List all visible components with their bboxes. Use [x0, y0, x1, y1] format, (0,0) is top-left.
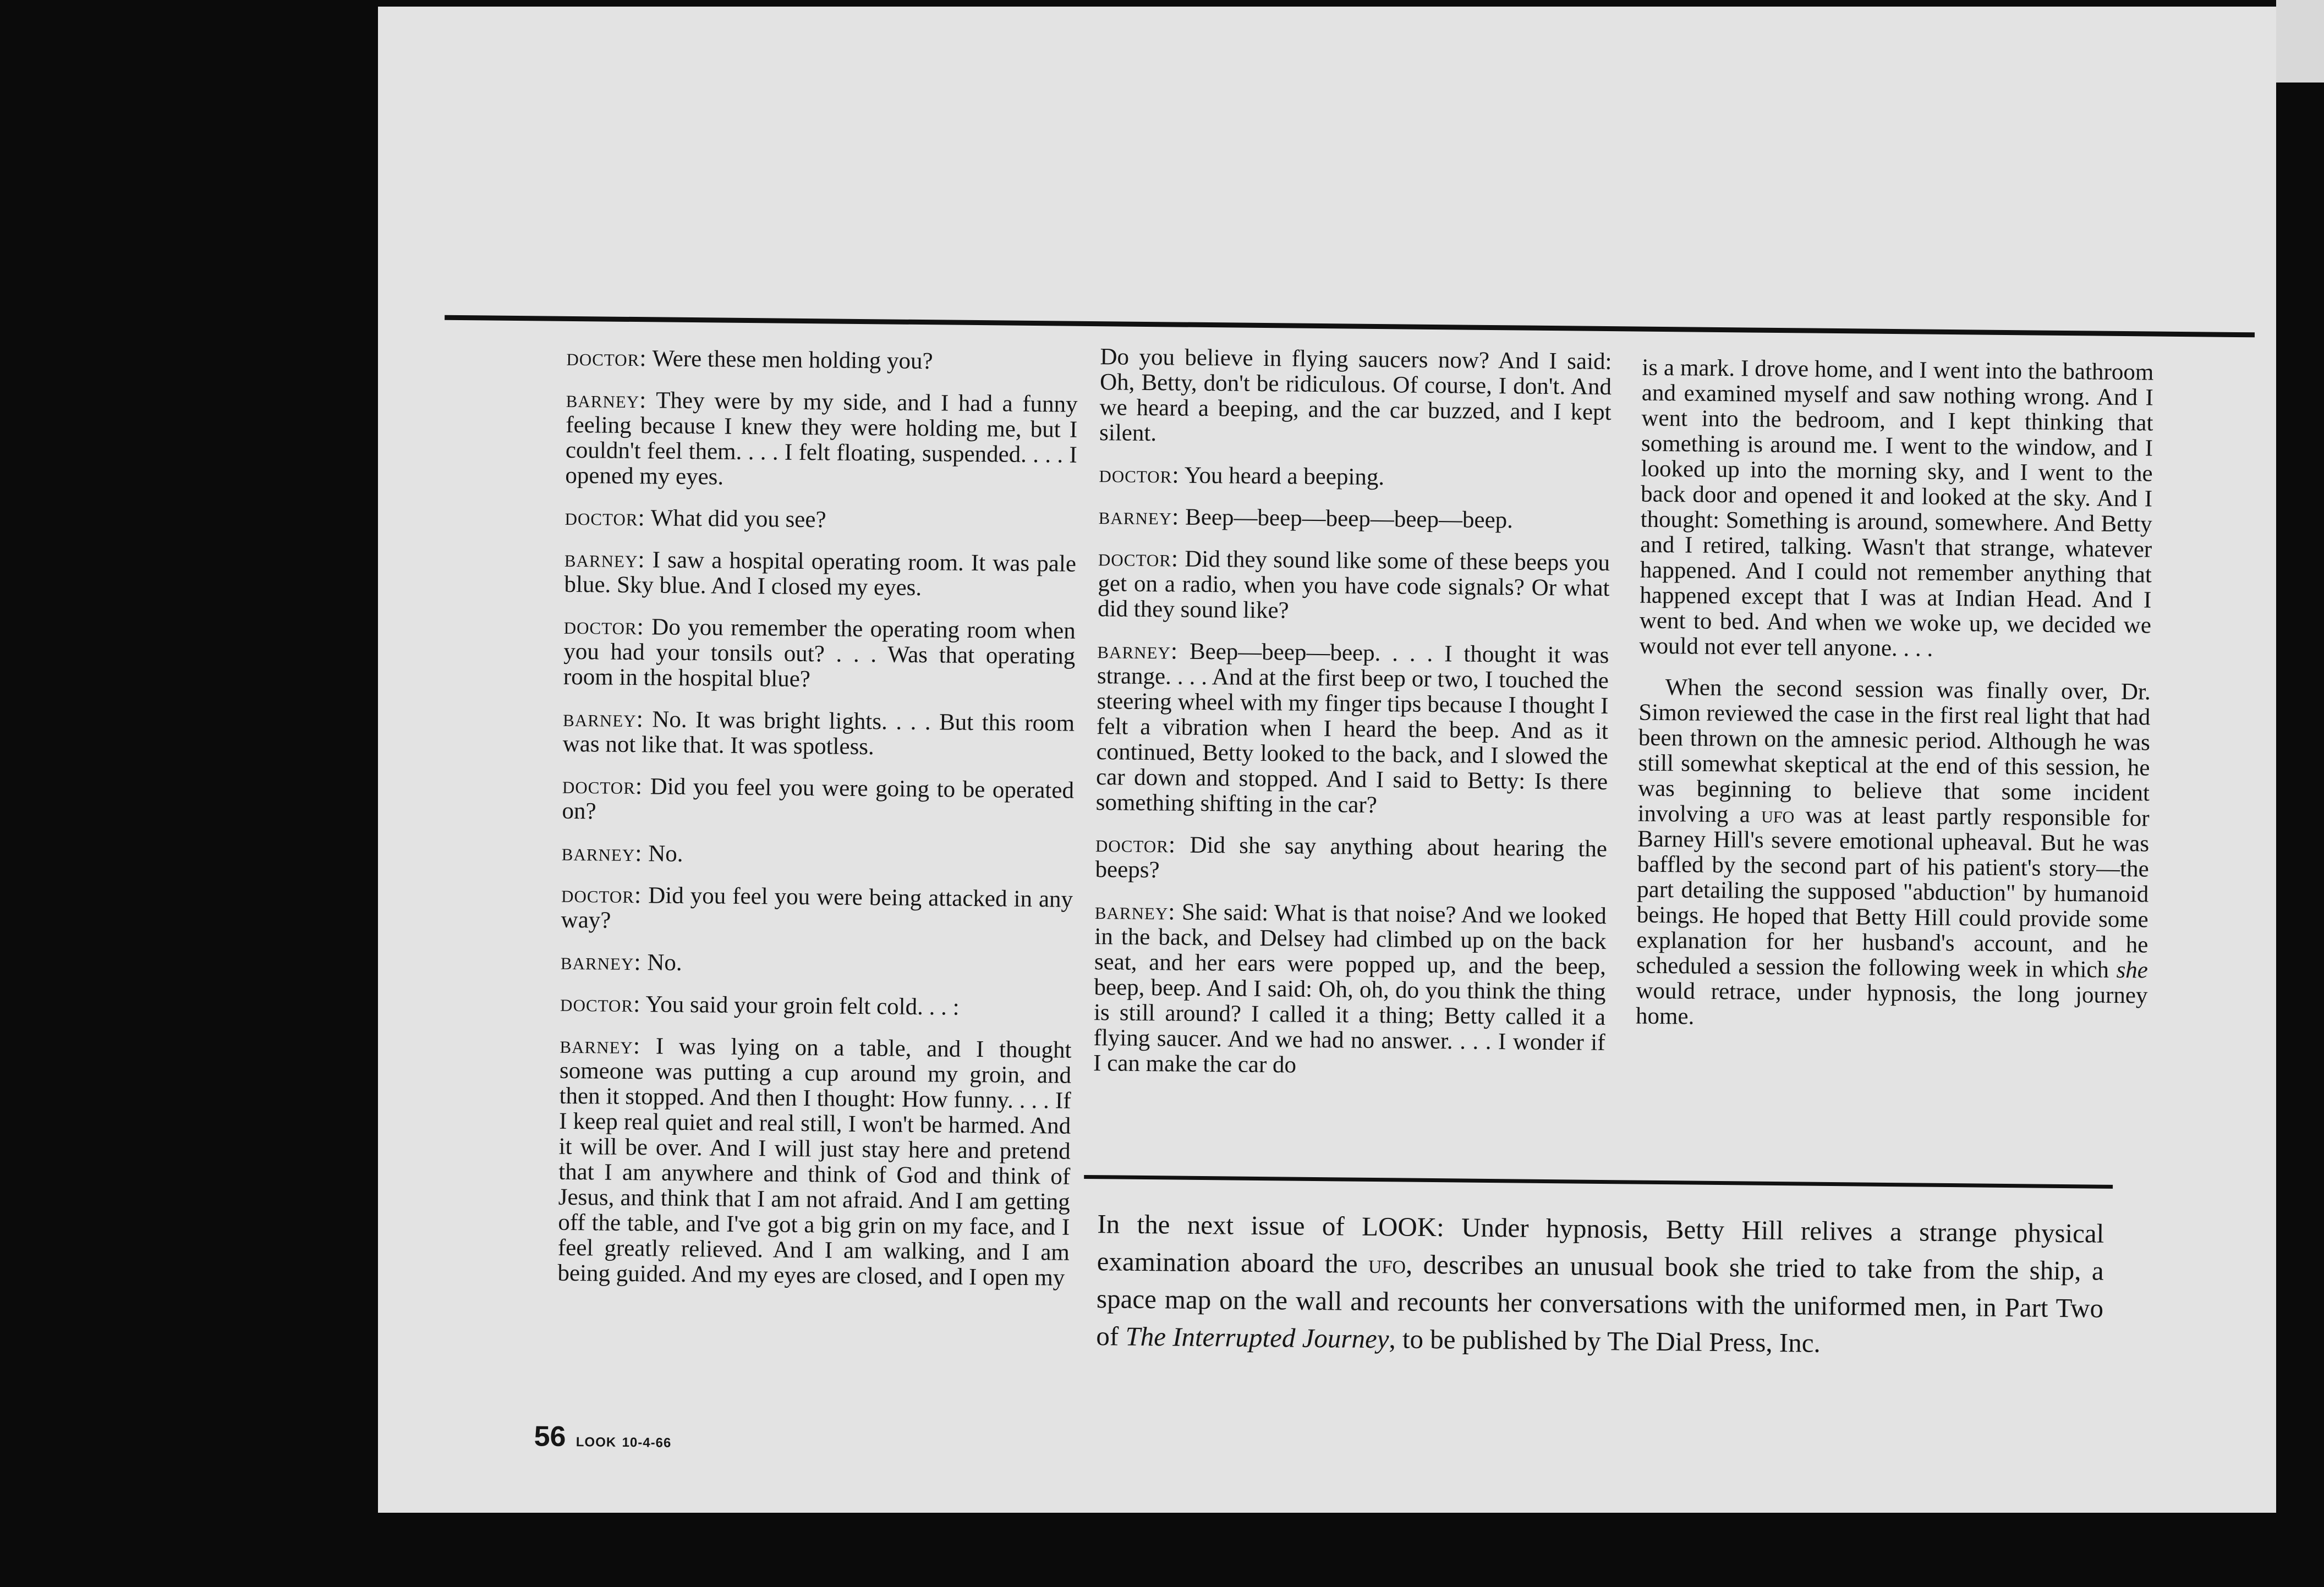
- speaker-label: barney:: [566, 385, 647, 414]
- column-2: [1093, 344, 1612, 1097]
- narrative-paragraph: [1636, 675, 2151, 1034]
- magazine-name: LOOK: [575, 1435, 617, 1450]
- dialogue-text: I saw a hospital operating room. It was pale blue. Sky blue. And I closed my eyes.: [564, 547, 1077, 601]
- dialogue-paragraph: [565, 387, 1078, 493]
- dialogue-text: They were by my side, and I had a funny feeling because I knew they were holding me, but I couldn't feel them. . . . I felt floating, suspended. . . . I opened my eyes.: [565, 387, 1078, 490]
- dialogue-paragraph: [562, 840, 1073, 871]
- dialogue-text: You heard a beeping.: [1184, 462, 1385, 491]
- narrative-ufo: ufo: [1761, 801, 1795, 828]
- speaker-label: doctor:: [561, 880, 642, 909]
- teaser-ufo: ufo: [1368, 1248, 1406, 1280]
- dialogue-text: Do you remember the operating room when you had your tonsils out? . . . Was that operating room in the hospital blue?: [563, 614, 1076, 693]
- narrative-she: she: [2116, 957, 2148, 984]
- dialogue-paragraph: [557, 1033, 1071, 1291]
- speaker-label: barney:: [562, 704, 644, 733]
- dialogue-text: No.: [648, 841, 683, 867]
- speaker-label: barney:: [561, 838, 643, 867]
- column-1: [557, 345, 1078, 1307]
- dialogue-text: Do you believe in flying saucers now? And I said: Oh, Betty, don't be ridiculous. Of course, I don't. And we heard a beeping, and the car buzzed, and I kept silent.: [1099, 344, 1612, 447]
- speaker-label: doctor:: [1095, 830, 1176, 858]
- dialogue-text: She said: What is that noise? And we looked in the back, and Delsey had climbed up on the back seat, and her ears were popped up, and the beep, beep, beep. And I said: Oh, oh, do you think the thing is still around? I called it a thing; Betty called it a flying saucer. And we had no answer. . . . I wonder if I can make the car do: [1093, 899, 1607, 1078]
- issue-date: 10-4-66: [622, 1435, 672, 1451]
- dialogue-text: Beep—beep—beep—beep—beep.: [1185, 504, 1514, 534]
- dialogue-text: No. It was bright lights. . . . But this room was not like that. It was spotless.: [562, 706, 1075, 760]
- speaker-label: doctor:: [563, 612, 645, 640]
- teaser-text: , to be published by The Dial Press, Inc.: [1389, 1324, 1821, 1358]
- speaker-label: doctor:: [1099, 460, 1180, 488]
- speaker-label: barney:: [1094, 897, 1176, 925]
- dialogue-text: Beep—beep—beep. . . . I thought it was strange. . . . And at the first beep or two, I touched the steering wheel with my finger tips because I thought I felt a vibration when I heard the beep. And as it continued, Betty looked to the back, and I slowed the car down and stopped. And I said to Betty: Is there something shifting in the car?: [1095, 638, 1609, 819]
- narrative-text: When the second session was finally over, Dr. Simon reviewed the case in the first real light that had been thrown on the amnesic period. Although he was still somewhat skeptical at the end of this session, he was beginning to believe that some incident involving a: [1637, 674, 2151, 828]
- dialogue-paragraph: [1098, 545, 1610, 627]
- dialogue-paragraph: [562, 706, 1075, 762]
- speaker-label: doctor:: [564, 503, 646, 531]
- dialogue-paragraph: [1099, 344, 1612, 451]
- speaker-label: doctor:: [566, 343, 647, 372]
- teaser-text: In the next issue of LOOK: Under hypnosis, Betty Hill relives a strange physical examination aboard the: [1097, 1209, 2104, 1279]
- dialogue-text: What did you see?: [650, 505, 826, 533]
- dialogue-paragraph: [1099, 503, 1610, 534]
- dialogue-paragraph: [564, 504, 1076, 535]
- dialogue-paragraph: [561, 882, 1073, 938]
- dialogue-text: No.: [647, 949, 682, 976]
- narrative-text: was at least partly responsible for Barney Hill's severe emotional upheaval. But he was baffled by the second part of his patient's story—the part detailing the supposed "abduction" by humanoid beings. He hoped that Betty Hill could provide some explanation for her husband's account, and he scheduled a session the following week in which: [1636, 802, 2150, 983]
- dialogue-text: I was lying on a table, and I thought someone was putting a cup around my groin, and then it stopped. And then I thought: How funny. . . . If I keep real quiet and real still, I won't be harmed. And it will be over. And I will just stay here and pretend that I am anywhere and think of God and think of Jesus, and think that I am not afraid. And I am getting off the table, and I've got a big grin on my face, and I feel greatly relieved. And I am walking, and I am being guided. And my eyes are closed, and I open my: [557, 1033, 1072, 1291]
- speaker-label: doctor:: [1098, 544, 1179, 572]
- dialogue-paragraph: [1095, 831, 1607, 887]
- page-footer: [534, 1420, 671, 1454]
- dialogue-text: Did you feel you were going to be operated on?: [562, 773, 1075, 825]
- dialogue-paragraph: [1093, 898, 1607, 1081]
- dialogue-paragraph: [1099, 462, 1610, 492]
- speaker-label: barney:: [1097, 636, 1179, 665]
- teaser-book-title: The Interrupted Journey: [1125, 1321, 1389, 1354]
- speaker-label: doctor:: [560, 989, 641, 1018]
- top-rule: [445, 315, 2255, 338]
- speaker-label: barney:: [1098, 502, 1180, 530]
- dialogue-paragraph: [562, 773, 1074, 829]
- teaser-text: , describes an unusual book she tried to take from the ship, a space map on the wall and recounts her conversations with the uniformed men, in Part Two of: [1096, 1249, 2104, 1352]
- dialogue-paragraph: [564, 546, 1076, 602]
- next-issue-teaser: [1096, 1205, 2104, 1365]
- speaker-label: doctor:: [562, 771, 643, 800]
- section-rule: [1084, 1175, 2113, 1189]
- dialogue-text: Did you feel you were being attacked in any way?: [561, 882, 1073, 933]
- dialogue-text: Did she say anything about hearing the beeps?: [1095, 832, 1608, 883]
- speaker-label: barney:: [560, 947, 642, 976]
- speaker-label: barney:: [560, 1031, 641, 1059]
- dialogue-paragraph: [561, 949, 1072, 980]
- column-3: [1636, 355, 2154, 1050]
- page-number: 56: [534, 1420, 566, 1453]
- speaker-label: barney:: [564, 545, 645, 573]
- narrative-text: would retrace, under hypnosis, the long journey home.: [1635, 978, 2148, 1030]
- dialogue-paragraph: [560, 991, 1072, 1022]
- dialogue-paragraph: [566, 345, 1078, 376]
- dialogue-text: Did they sound like some of these beeps you get on a radio, when you have code signals? Or what did they sound like?: [1097, 546, 1610, 624]
- dialogue-text: Were these men holding you?: [652, 345, 933, 375]
- dialogue-paragraph: [563, 613, 1076, 695]
- dialogue-paragraph: [1096, 638, 1609, 820]
- dialogue-text: You said your groin felt cold. . . :: [645, 991, 960, 1020]
- continuation-paragraph: is a mark. I drove home, and I went into the bathroom and examined myself and saw nothing wrong. And I went into the bedroom, and I kept thinking that something is around me. I went to the window, and I looked up into the morning sky, and I went to the back door and opened it and looked at the sky. And I thought: Something is around, somewhere. And Betty and I retired, talking. Wasn't that strange, whatever happened. And I could not remember anything that happened except that I was at Indian Head. And I went to bed. And when we woke up, we decided we would not ever tell anyone. . . .: [1639, 354, 2154, 662]
